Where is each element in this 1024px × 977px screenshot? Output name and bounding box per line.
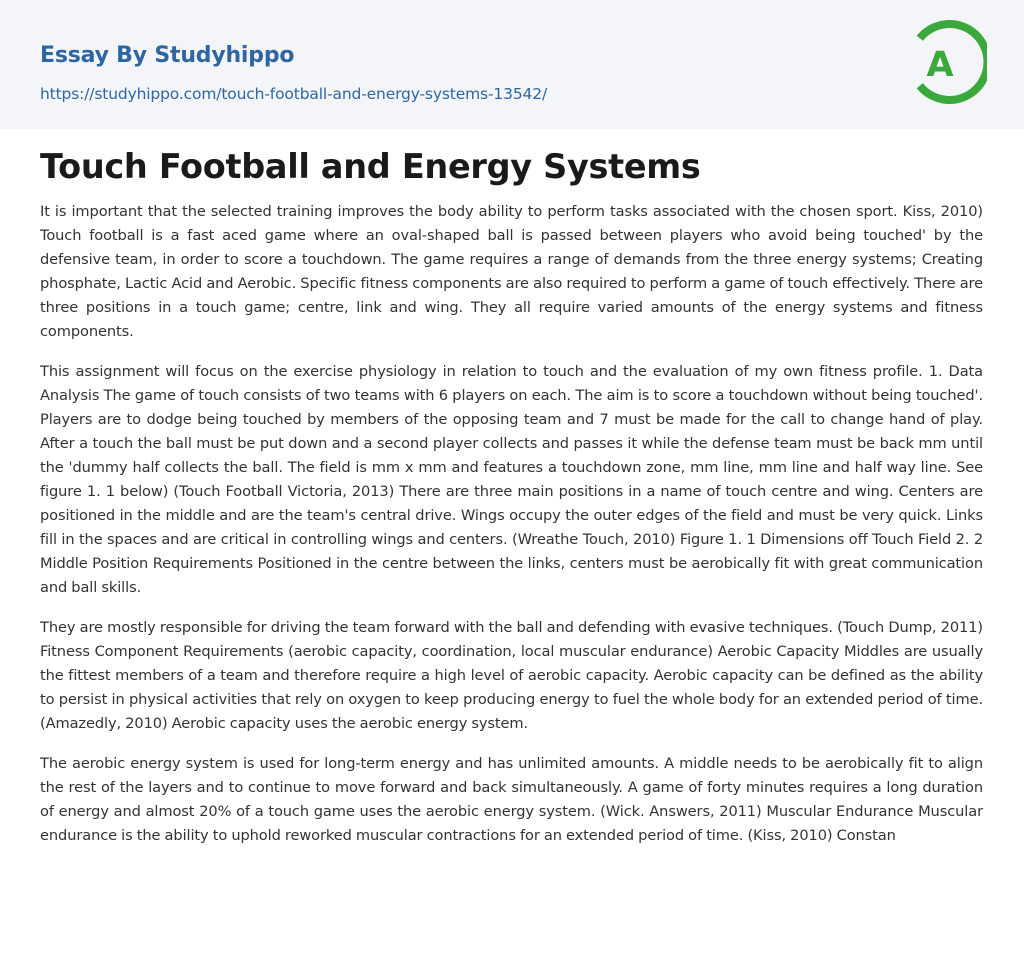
essay-body — [40, 200, 983, 864]
essay-paragraph: This assignment will focus on the exercise physiology in relation to touch and the evaluation of my own fitness profile. 1. Data Analysis The game of touch consists of two teams with 6 players on each. The aim is to score a touchdown without being touched'. Players are to dodge being touched by members of the opposing team and 7 must be made for the call to change hand of play. After a touch the ball must be put down and a second player collects and passes it while the defense team must be back mm until the 'dummy half collects the ball. The field is mm x mm and features a touchdown zone, mm line, mm line and half way line. See figure 1. 1 below) (Touch Football Victoria, 2013) There are three main positions in a name of touch centre and wing. Centers are positioned in the middle and are the team's central drive. Wings occupy the outer edges of the field and must be very quick. Links fill in the spaces and are critical in controlling wings and centers. (Wreathe Touch, 2010) Figure 1. 1 Dimensions off Touch Field 2. 2 Middle Position Requirements Positioned in the centre between the links, centers must be aerobically fit with great communication and ball skills. — [40, 363, 983, 596]
site-header — [0, 0, 1024, 129]
site-brand[interactable]: Essay By Studyhippo — [40, 43, 295, 68]
logo-letter: A — [926, 45, 954, 85]
essay-title: Touch Football and Energy Systems — [40, 147, 701, 186]
studyhippo-logo-icon[interactable] — [911, 18, 987, 106]
essay-url-link[interactable]: https://studyhippo.com/touch-football-and-energy-systems-13542/ — [40, 85, 548, 103]
essay-paragraph: It is important that the selected training improves the body ability to perform tasks associated with the chosen sport. Kiss, 2010) Touch football is a fast aced game where an oval-shaped ball is passed between players who avoid being touched' by the defensive team, in order to score a touchdown. The game requires a range of demands from the three energy systems; Creating phosphate, Lactic Acid and Aerobic. Specific fitness components are also required to perform a game of touch effectively. There are three positions in a touch game; centre, link and wing. They all require varied amounts of the energy systems and fitness components. — [40, 203, 983, 340]
essay-paragraph: The aerobic energy system is used for long-term energy and has unlimited amounts. A middle needs to be aerobically fit to align the rest of the layers and to continue to move forward and back simultaneously. A game of forty minutes requires a long duration of energy and almost 20% of a touch game uses the aerobic energy system. (Wick. Answers, 2011) Muscular Endurance Muscular endurance is the ability to uphold reworked muscular contractions for an extended period of time. (Kiss, 2010) Constan — [40, 755, 983, 844]
essay-paragraph: They are mostly responsible for driving the team forward with the ball and defending with evasive techniques. (Touch Dump, 2011) Fitness Component Requirements (aerobic capacity, coordination, local muscular endurance) Aerobic Capacity Middles are usually the fittest members of a team and therefore require a high level of aerobic capacity. Aerobic capacity can be defined as the ability to persist in physical activities that rely on oxygen to keep producing energy to fuel the whole body for an extended period of time. (Amazedly, 2010) Aerobic capacity uses the aerobic energy system. — [40, 619, 983, 732]
